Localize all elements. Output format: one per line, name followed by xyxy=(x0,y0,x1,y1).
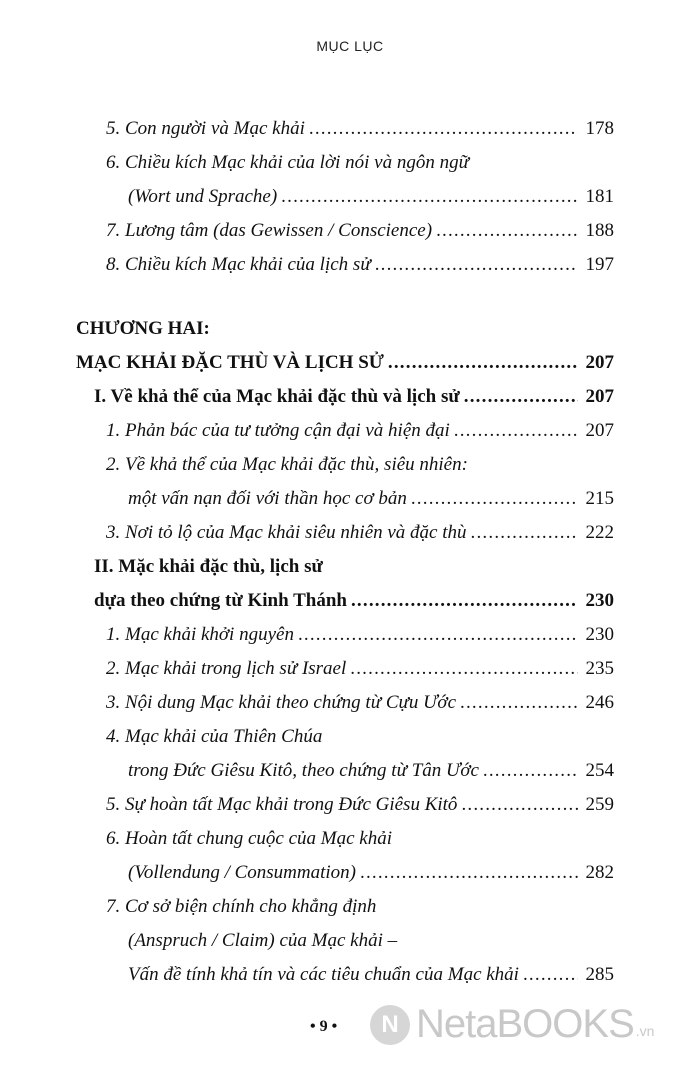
toc-entry-title: (Vollendung / Consummation) xyxy=(128,862,356,883)
chapter-heading xyxy=(76,318,614,340)
toc-leader-dots xyxy=(360,862,578,884)
toc-entry xyxy=(106,522,614,544)
toc-entry xyxy=(76,352,614,374)
toc-entry-title: trong Đức Giêsu Kitô, theo chứng từ Tân Ước xyxy=(128,760,479,781)
toc-leader-dots xyxy=(411,488,578,510)
toc-leader-dots xyxy=(436,220,578,242)
toc-entry xyxy=(128,760,614,782)
toc-entry xyxy=(106,896,614,918)
toc-entry-page: 282 xyxy=(585,862,614,883)
toc-entry-page: 254 xyxy=(585,760,614,781)
toc-entry-page: 230 xyxy=(585,590,614,611)
toc-entry-title: (Wort und Sprache) xyxy=(128,186,278,207)
toc-leader-dots xyxy=(298,624,578,646)
toc-leader-dots xyxy=(375,254,578,276)
toc-entry-title: dựa theo chứng từ Kinh Thánh xyxy=(94,590,347,611)
toc-entry-page: 235 xyxy=(585,658,614,679)
toc-entry-title: 7. Cơ sở biện chính cho khẳng định xyxy=(106,896,377,917)
toc-entry-title: 1. Mạc khải khởi nguyên xyxy=(106,624,294,645)
toc-entry-page: 215 xyxy=(585,488,614,509)
toc-leader-dots xyxy=(461,794,578,816)
watermark-suffix: .vn xyxy=(635,1023,655,1039)
toc-entry-title: I. Về khả thể của Mạc khải đặc thù và lịch sử xyxy=(94,386,460,407)
toc-entry xyxy=(106,454,614,476)
toc-entry-title: 5. Sự hoàn tất Mạc khải trong Đức Giêsu Kitô xyxy=(106,794,458,815)
toc-leader-dots xyxy=(309,118,578,140)
toc-entry xyxy=(106,420,614,442)
toc-leader-dots xyxy=(483,760,578,782)
watermark xyxy=(370,1002,654,1047)
toc-entry xyxy=(106,118,614,140)
toc-entry xyxy=(106,254,614,276)
toc-entry-page: 207 xyxy=(585,420,614,441)
toc-entry-title: 2. Mạc khải trong lịch sử Israel xyxy=(106,658,347,679)
toc-entry xyxy=(128,186,614,208)
toc-entry-page: 178 xyxy=(585,118,614,139)
toc-entry xyxy=(106,794,614,816)
toc-entry xyxy=(106,726,614,748)
toc-entry-title: 4. Mạc khải của Thiên Chúa xyxy=(106,726,323,747)
toc-entry-page: 285 xyxy=(585,964,614,985)
toc-entry-page: 188 xyxy=(585,220,614,241)
toc-entry xyxy=(106,220,614,242)
toc-entry-title: 5. Con người và Mạc khải xyxy=(106,118,305,139)
page-number: • 9 • xyxy=(310,1018,338,1035)
brand-logo-icon: N xyxy=(370,1005,410,1045)
toc-entry xyxy=(128,862,614,884)
toc-entry-page: 230 xyxy=(585,624,614,645)
toc-entry xyxy=(106,692,614,714)
running-header: MỤC LỤC xyxy=(316,38,384,54)
toc-entry-title: 3. Nơi tỏ lộ của Mạc khải siêu nhiên và đặc thù xyxy=(106,522,467,543)
toc-entry xyxy=(128,964,614,986)
toc-entry-page: 222 xyxy=(585,522,614,543)
toc-leader-dots xyxy=(388,352,578,374)
toc-entry xyxy=(128,930,614,952)
toc-entry-title: 7. Lương tâm (das Gewissen / Conscience) xyxy=(106,220,433,241)
toc-entry-title: II. Mặc khải đặc thù, lịch sử xyxy=(94,556,323,577)
toc-entry xyxy=(106,658,614,680)
toc-entry-title: 2. Về khả thể của Mạc khải đặc thù, siêu nhiên: xyxy=(106,454,468,475)
toc-entry-title: Vấn đề tính khả tín và các tiêu chuẩn của Mạc khải xyxy=(128,964,519,985)
toc-leader-dots xyxy=(460,692,578,714)
toc-entry-title: một vấn nạn đối với thần học cơ bản xyxy=(128,488,407,509)
toc-entry xyxy=(128,488,614,510)
toc-entry xyxy=(106,624,614,646)
toc-leader-dots xyxy=(281,186,578,208)
toc-entry-title: (Anspruch / Claim) của Mạc khải – xyxy=(128,930,398,951)
toc-entry-page: 207 xyxy=(585,386,614,407)
toc-entry-title: MẠC KHẢI ĐẶC THÙ VÀ LỊCH SỬ xyxy=(76,352,384,373)
watermark-brand: NetaBOOKS xyxy=(416,1002,634,1046)
toc-entry-page: 197 xyxy=(585,254,614,275)
toc-entry xyxy=(94,556,614,578)
toc-entry xyxy=(106,152,614,174)
toc-entry-title: 1. Phản bác của tư tưởng cận đại và hiện đại xyxy=(106,420,450,441)
toc-leader-dots xyxy=(454,420,578,442)
toc-entry-page: 246 xyxy=(585,692,614,713)
toc-entry-title: 6. Chiều kích Mạc khải của lời nói và ngôn ngữ xyxy=(106,152,469,173)
toc-leader-dots xyxy=(523,964,578,986)
toc-leader-dots xyxy=(464,386,578,408)
toc-entry xyxy=(94,386,614,408)
toc-entry-title: 8. Chiều kích Mạc khải của lịch sử xyxy=(106,254,371,275)
toc-leader-dots xyxy=(471,522,578,544)
toc-leader-dots xyxy=(351,590,578,612)
toc-entry-page: 207 xyxy=(585,352,614,373)
toc-entry-title: 3. Nội dung Mạc khải theo chứng từ Cựu Ước xyxy=(106,692,457,713)
toc-entry xyxy=(94,590,614,612)
toc-leader-dots xyxy=(350,658,578,680)
toc-entry-title: 6. Hoàn tất chung cuộc của Mạc khải xyxy=(106,828,392,849)
chapter-label: CHƯƠNG HAI: xyxy=(76,318,210,339)
toc-entry-page: 259 xyxy=(585,794,614,815)
toc-entry-page: 181 xyxy=(585,186,614,207)
toc-entry xyxy=(106,828,614,850)
